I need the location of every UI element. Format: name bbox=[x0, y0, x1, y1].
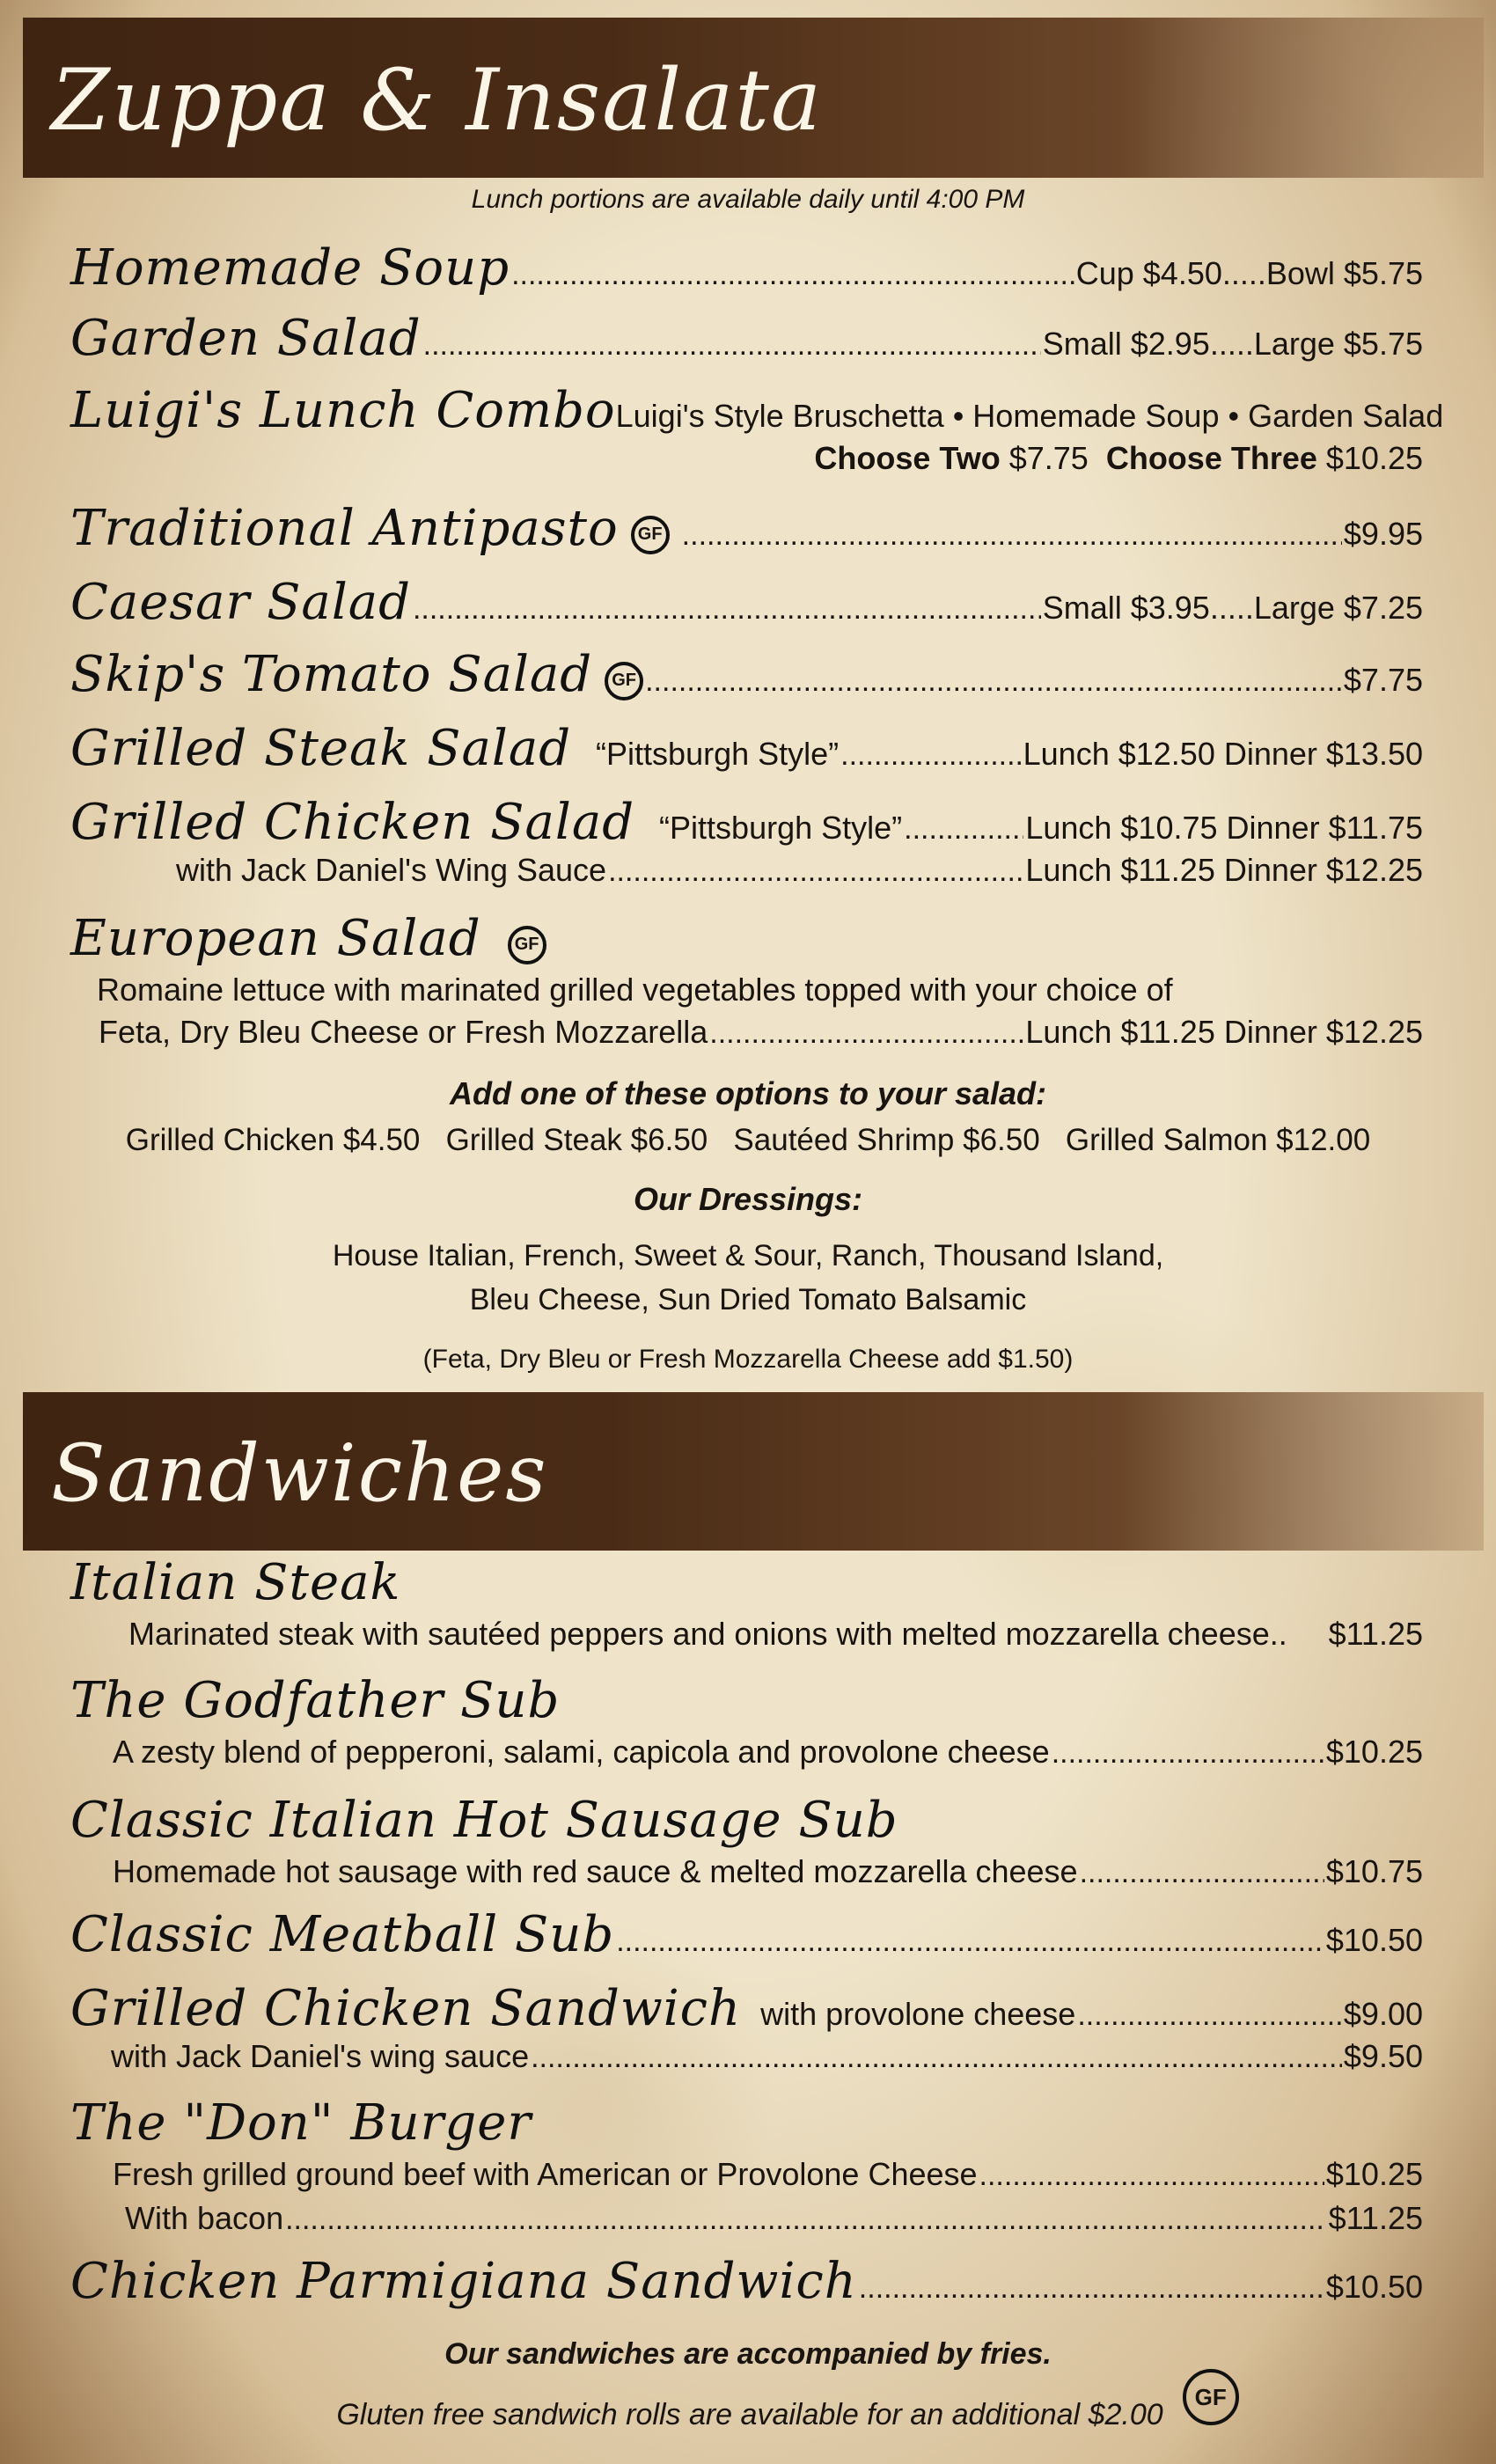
item-price: $9.00 bbox=[1343, 1996, 1423, 2032]
menu-item-grilled-chicken-salad bbox=[70, 794, 1423, 851]
item-description: “Pittsburgh Style” bbox=[659, 810, 903, 846]
leader-dots bbox=[616, 1925, 1324, 1959]
choose-three-label: Choose Three bbox=[1105, 440, 1317, 476]
leader-dots bbox=[1080, 1856, 1324, 1890]
leader-dots bbox=[904, 812, 1023, 847]
item-price: $10.50 bbox=[1325, 1922, 1423, 1958]
item-name: European Salad bbox=[70, 910, 481, 967]
italian-steak-description bbox=[128, 1616, 1423, 1653]
dressings-heading: Our Dressings: bbox=[633, 1181, 863, 1217]
cheese-note: (Feta, Dry Bleu or Fresh Mozzarella Cheese add $1.50) bbox=[422, 1345, 1074, 1374]
leader-dots bbox=[285, 2203, 1326, 2237]
item-price: $10.75 bbox=[1325, 1853, 1423, 1889]
item-price: $11.25 bbox=[1328, 2200, 1423, 2236]
item-price: Lunch $11.25 Dinner $12.25 bbox=[1025, 1014, 1423, 1050]
item-description: Marinated steak with sautéed peppers and onions with melted mozzarella cheese.. bbox=[128, 1616, 1287, 1652]
item-price: $9.50 bbox=[1343, 2038, 1423, 2074]
item-name: Garden Salad bbox=[70, 310, 422, 367]
luigis-combo-prices bbox=[70, 440, 1423, 477]
leader-dots bbox=[840, 738, 1021, 773]
item-name: Grilled Chicken Salad bbox=[70, 794, 635, 851]
item-description: with Jack Daniel's Wing Sauce bbox=[176, 852, 607, 888]
menu-item-caesar-salad bbox=[70, 574, 1423, 631]
menu-item-luigis-lunch-combo bbox=[70, 382, 1444, 439]
choose-two-label: Choose Two bbox=[814, 440, 1001, 476]
item-description: A zesty blend of pepperoni, salami, capicola and provolone cheese bbox=[113, 1734, 1050, 1770]
add-options-list: Grilled Chicken $4.50 Grilled Steak $6.50 Sautéed Shrimp $6.50 Grilled Salmon $12.00 bbox=[125, 1123, 1371, 1157]
item-price: $10.50 bbox=[1325, 2269, 1423, 2305]
fries-note: Our sandwiches are accompanied by fries. bbox=[444, 2337, 1052, 2371]
don-burger-description bbox=[113, 2156, 1423, 2193]
leader-dots bbox=[511, 258, 1074, 292]
menu-item-traditional-antipasto bbox=[70, 500, 1423, 560]
item-price: $10.25 bbox=[1325, 1734, 1423, 1770]
leader-dots bbox=[423, 328, 1041, 363]
item-price: $9.95 bbox=[1343, 516, 1423, 552]
menu-item-garden-salad bbox=[70, 310, 1423, 367]
menu-item-grilled-steak-salad bbox=[70, 720, 1423, 777]
leader-dots bbox=[682, 518, 1342, 553]
item-price: $10.25 bbox=[1325, 2156, 1423, 2192]
item-description: with Jack Daniel's wing sauce bbox=[111, 2038, 530, 2074]
item-name: Chicken Parmigiana Sandwich bbox=[70, 2253, 857, 2310]
leader-dots bbox=[531, 2041, 1342, 2075]
menu-item-chicken-parmigiana-sandwich bbox=[70, 2253, 1423, 2310]
item-description: “Pittsburgh Style” bbox=[596, 736, 840, 772]
menu-item-classic-meatball-sub bbox=[70, 1906, 1423, 1963]
dressings-line-1: House Italian, French, Sweet & Sour, Ranch, Thousand Island, bbox=[332, 1239, 1164, 1272]
item-name: Italian Steak bbox=[70, 1554, 401, 1611]
menu-item-homemade-soup bbox=[70, 239, 1423, 297]
leader-dots bbox=[979, 2159, 1324, 2193]
godfather-sub-description bbox=[113, 1734, 1423, 1771]
item-name: Classic Meatball Sub bbox=[70, 1906, 615, 1963]
leader-dots bbox=[1052, 1736, 1324, 1771]
item-name: The "Don" Burger bbox=[70, 2094, 532, 2152]
item-price: Lunch $12.50 Dinner $13.50 bbox=[1023, 736, 1423, 772]
menu-item-don-burger bbox=[70, 2094, 1423, 2152]
item-price: Lunch $10.75 Dinner $11.75 bbox=[1025, 810, 1423, 846]
item-name: Grilled Chicken Sandwich bbox=[70, 1980, 742, 2037]
european-salad-description-2 bbox=[99, 1014, 1423, 1051]
gluten-free-icon: GF bbox=[1183, 2369, 1239, 2425]
item-description: Romaine lettuce with marinated grilled vegetables topped with your choice of bbox=[97, 972, 1173, 1008]
item-description: with provolone cheese bbox=[760, 1996, 1076, 2032]
item-name: Grilled Steak Salad bbox=[70, 720, 572, 777]
leader-dots bbox=[709, 1016, 1023, 1051]
leader-dots bbox=[608, 854, 1023, 889]
european-salad-description-1 bbox=[97, 972, 1423, 1008]
item-description: Homemade hot sausage with red sauce & melted mozzarella cheese bbox=[113, 1853, 1078, 1889]
leader-dots bbox=[413, 592, 1041, 627]
sandwiches-header-band bbox=[23, 1392, 1484, 1551]
leader-dots bbox=[1077, 1998, 1342, 2033]
choose-three-price: $10.25 bbox=[1325, 440, 1423, 476]
item-price: $7.75 bbox=[1343, 662, 1423, 698]
menu-item-grilled-chicken-sandwich bbox=[70, 1980, 1423, 2037]
leader-dots bbox=[859, 2271, 1324, 2306]
item-description: Fresh grilled ground beef with American or Provolone Cheese bbox=[113, 2156, 978, 2192]
menu-item-skips-tomato-salad bbox=[70, 646, 1423, 706]
item-name: Classic Italian Hot Sausage Sub bbox=[70, 1792, 898, 1849]
item-description: Feta, Dry Bleu Cheese or Fresh Mozzarella bbox=[99, 1014, 708, 1050]
item-price: Lunch $11.25 Dinner $12.25 bbox=[1025, 852, 1423, 888]
add-options-heading: Add one of these options to your salad: bbox=[449, 1075, 1047, 1111]
menu-item-hot-sausage-sub bbox=[70, 1792, 1423, 1849]
menu-item-godfather-sub bbox=[70, 1672, 1423, 1729]
item-name: Traditional Antipasto bbox=[70, 500, 619, 557]
item-name: Caesar Salad bbox=[70, 574, 411, 631]
section-title-zuppa: Zuppa & Insalata bbox=[51, 51, 824, 150]
item-name: Homemade Soup bbox=[70, 239, 510, 297]
menu-item-european-salad bbox=[70, 910, 1423, 970]
dressings-line-2: Bleu Cheese, Sun Dried Tomato Balsamic bbox=[469, 1283, 1027, 1316]
section-title-sandwiches: Sandwiches bbox=[51, 1427, 548, 1520]
leader-dots bbox=[645, 664, 1342, 699]
gluten-free-icon: GF bbox=[631, 516, 670, 554]
zuppa-header-band bbox=[23, 18, 1484, 178]
choose-two-price: $7.75 bbox=[1008, 440, 1089, 476]
item-price: Small $3.95.....Large $7.25 bbox=[1042, 590, 1423, 626]
item-price: Cup $4.50.....Bowl $5.75 bbox=[1075, 255, 1423, 291]
item-price: $11.25 bbox=[1328, 1616, 1423, 1652]
menu-item-italian-steak bbox=[70, 1554, 1423, 1611]
item-price: Small $2.95.....Large $5.75 bbox=[1042, 326, 1423, 362]
lunch-note: Lunch portions are available daily until 4:00 PM bbox=[471, 185, 1025, 214]
item-description: With bacon bbox=[125, 2200, 284, 2236]
item-name: Skip's Tomato Salad bbox=[70, 646, 593, 703]
grilled-chicken-jack-daniels bbox=[111, 2038, 1423, 2075]
menu-subitem-chicken-salad-jack-daniels bbox=[176, 852, 1423, 889]
don-burger-with-bacon bbox=[125, 2200, 1423, 2237]
item-description: Luigi's Style Bruschetta • Homemade Soup • Garden Salad bbox=[615, 398, 1444, 434]
hot-sausage-sub-description bbox=[113, 1853, 1423, 1890]
item-name: The Godfather Sub bbox=[70, 1672, 561, 1729]
gluten-free-note-text: Gluten free sandwich rolls are available for an additional $2.00 bbox=[336, 2397, 1163, 2431]
gluten-free-icon: GF bbox=[605, 662, 643, 700]
item-name: Luigi's Lunch Combo bbox=[70, 382, 616, 439]
gluten-free-icon: GF bbox=[508, 926, 546, 964]
gluten-free-rolls-note bbox=[0, 2383, 1496, 2445]
